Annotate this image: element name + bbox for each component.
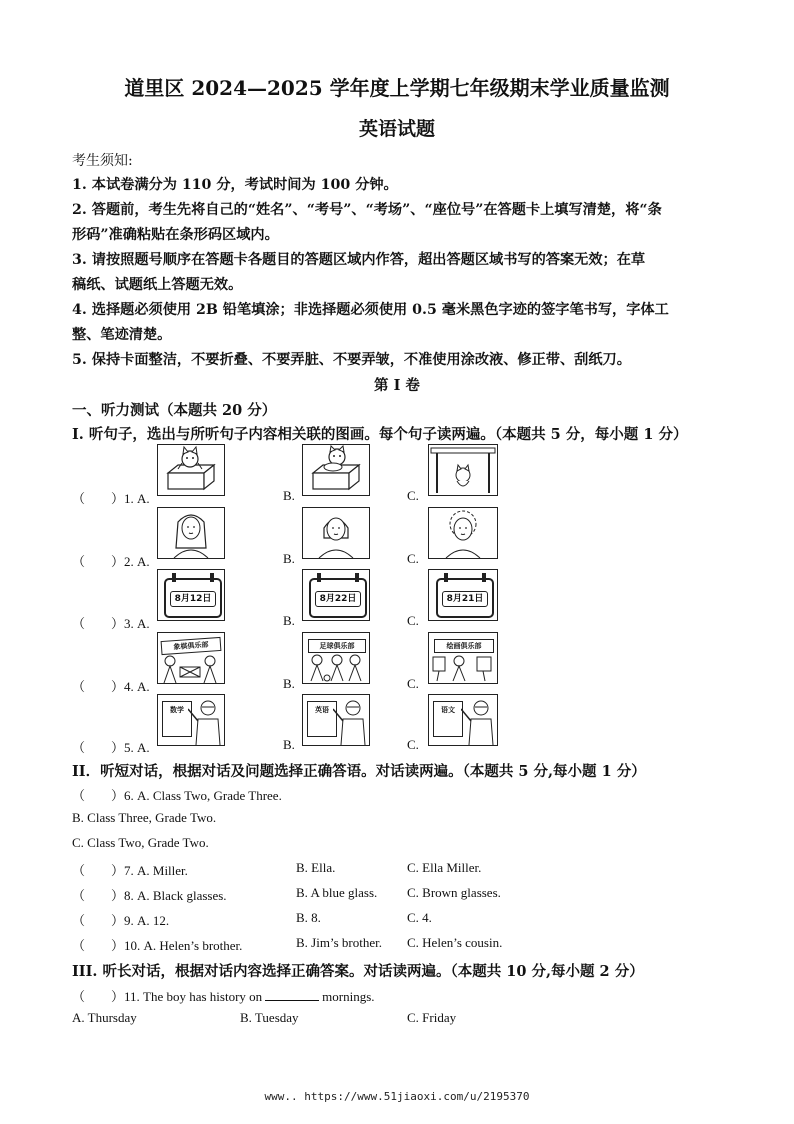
- teacher-illustration: [333, 697, 369, 745]
- notice-line-2: 2. 答题前，考生先将自己的“姓名”、“考号”、“考场”、“座位号”在答题卡上填写清楚，将“条: [72, 202, 662, 218]
- q3-picture-a: [157, 569, 225, 621]
- chess-players-illustration: [158, 653, 224, 683]
- notice-line-4: 3. 请按照题号顺序在答题卡各题目的答题区域内作答，超出答题区域书写的答案无效；在草: [72, 252, 646, 268]
- q1-picture-a: [157, 444, 225, 496]
- q5-b: B.: [283, 737, 295, 752]
- q7-option-c: C. Ella Miller.: [407, 860, 482, 875]
- calendar-date-label: 8月12日: [170, 591, 216, 607]
- q1-picture-c: [428, 444, 498, 496]
- exam-subtitle: 英语试题: [358, 118, 435, 140]
- q1-picture-b: [302, 444, 370, 496]
- section1-title: I. 听句子，选出与所听句子内容相关联的图画。每个句子读两遍。（本题共 5 分，每小题 1 分）: [72, 426, 688, 443]
- calendar-date-label: 8月21日: [442, 591, 488, 607]
- q4-c: C.: [407, 676, 419, 691]
- teacher-illustration: [461, 697, 497, 745]
- notice-line-8: 5. 保持卡面整洁，不要折叠、不要弄脏、不要弄皱，不准使用涂改液、修正带、刮纸刀。: [72, 352, 631, 368]
- q2-prefix: （ ）2. A.: [72, 554, 150, 569]
- q9-option-a: （ ）9. A. 12.: [72, 913, 170, 928]
- q5-picture-c: [428, 694, 498, 746]
- section2-title: II．听短对话，根据对话及问题选择正确答语。对话读两遍。（本题共 5 分,每小题 1 分）: [72, 763, 646, 780]
- q1-b: B.: [283, 488, 295, 503]
- q3-picture-b: [302, 569, 370, 621]
- q2-picture-c: [428, 507, 498, 559]
- q2-picture-a: [157, 507, 225, 559]
- cat-under-table-illustration: [429, 445, 497, 495]
- club-banner: 绘画俱乐部: [434, 639, 494, 653]
- notice-line-3: 形码”准确粘贴在条形码区域内。: [72, 227, 279, 243]
- q2-b: B.: [283, 551, 295, 566]
- q10-option-c: C. Helen’s cousin.: [407, 935, 503, 950]
- q5-picture-b: [302, 694, 370, 746]
- q9-option-c: C. 4.: [407, 910, 432, 925]
- q8-option-b: B. A blue glass.: [296, 885, 378, 900]
- footer-url: www.. https://www.51jiaoxi.com/u/2195370: [264, 1090, 530, 1103]
- q11-blank: [265, 990, 319, 1001]
- q5-c: C.: [407, 737, 419, 752]
- painting-students-illustration: [429, 653, 497, 683]
- q11-stem: [72, 986, 375, 1005]
- exam-title: 道里区 2024—2025 学年度上学期七年级期末学业质量监测: [124, 76, 670, 100]
- q11-option-c: C. Friday: [407, 1010, 457, 1025]
- section3-title: III. 听长对话，根据对话内容选择正确答案。对话读两遍。（本题共 10 分,每小题 2 分）: [72, 963, 644, 980]
- soccer-players-illustration: [303, 653, 369, 683]
- q3-prefix: （ ）3. A.: [72, 616, 150, 631]
- board-subject-label: 数学: [170, 706, 184, 714]
- q4-picture-b: [302, 632, 370, 684]
- q4-picture-c: [428, 632, 498, 684]
- q11-option-a: A. Thursday: [72, 1010, 137, 1025]
- cat-on-box-illustration: [303, 445, 369, 495]
- club-banner: 象棋俱乐部: [161, 637, 222, 655]
- q10-option-b: B. Jim’s brother.: [296, 935, 382, 950]
- girl-long-hair-illustration: [158, 508, 224, 558]
- q8-option-a: （ ）8. A. Black glasses.: [72, 888, 227, 903]
- q5-prefix: （ ）5. A.: [72, 740, 150, 755]
- q6-line: （ ）6. A. Class Two, Grade Three.: [72, 788, 282, 803]
- q7-option-b: B. Ella.: [296, 860, 336, 875]
- q4-prefix: （ ）4. A.: [72, 679, 150, 694]
- notice-line-7: 整、笔迹清楚。: [72, 327, 172, 343]
- q6-option-c: C. Class Two, Grade Two.: [72, 835, 209, 850]
- q9-option-b: B. 8.: [296, 910, 321, 925]
- notice-line-1: 1. 本试卷满分为 110 分，考试时间为 100 分钟。: [72, 177, 398, 193]
- notice-heading: 考生须知:: [72, 153, 133, 169]
- q3-picture-c: [428, 569, 498, 621]
- q3-c: C.: [407, 613, 419, 628]
- q2-picture-b: [302, 507, 370, 559]
- girl-short-hair-illustration: [303, 508, 369, 558]
- girl-curly-hair-illustration: [429, 508, 497, 558]
- board-subject-label: 语文: [441, 706, 455, 714]
- calendar-icon: [309, 578, 367, 618]
- notice-line-6: 4. 选择题必须使用 2B 铅笔填涂；非选择题必须使用 0.5 毫米黑色字迹的签字笔书写，字体工: [72, 302, 669, 318]
- q4-b: B.: [283, 676, 295, 691]
- board-subject-label: 英语: [315, 706, 329, 714]
- cat-in-box-illustration: [158, 445, 224, 495]
- q3-b: B.: [283, 613, 295, 628]
- notice-line-5: 稿纸、试题纸上答题无效。: [72, 277, 243, 293]
- q10-option-a: （ ）10. A. Helen’s brother.: [72, 938, 243, 953]
- calendar-icon: [164, 578, 222, 618]
- calendar-date-label: 8月22日: [315, 591, 361, 607]
- part1-title: 一、听力测试（本题共 20 分）: [72, 402, 277, 419]
- blackboard: [433, 701, 463, 737]
- q2-c: C.: [407, 551, 419, 566]
- q7-option-a: （ ）7. A. Miller.: [72, 863, 188, 878]
- teacher-illustration: [188, 697, 224, 745]
- club-banner: 足球俱乐部: [308, 639, 366, 653]
- q11-stem-suffix: mornings.: [322, 989, 375, 1004]
- calendar-icon: [436, 578, 494, 618]
- q6-option-b: B. Class Three, Grade Two.: [72, 810, 217, 825]
- q4-picture-a: [157, 632, 225, 684]
- q11-stem-prefix: （ ）11. The boy has history on: [72, 989, 263, 1004]
- q1-prefix: （ ）1. A.: [72, 491, 150, 506]
- q1-c: C.: [407, 488, 419, 503]
- q11-option-b: B. Tuesday: [240, 1010, 299, 1025]
- q5-picture-a: [157, 694, 225, 746]
- q8-option-c: C. Brown glasses.: [407, 885, 501, 900]
- volume-label: 第 I 卷: [374, 377, 420, 394]
